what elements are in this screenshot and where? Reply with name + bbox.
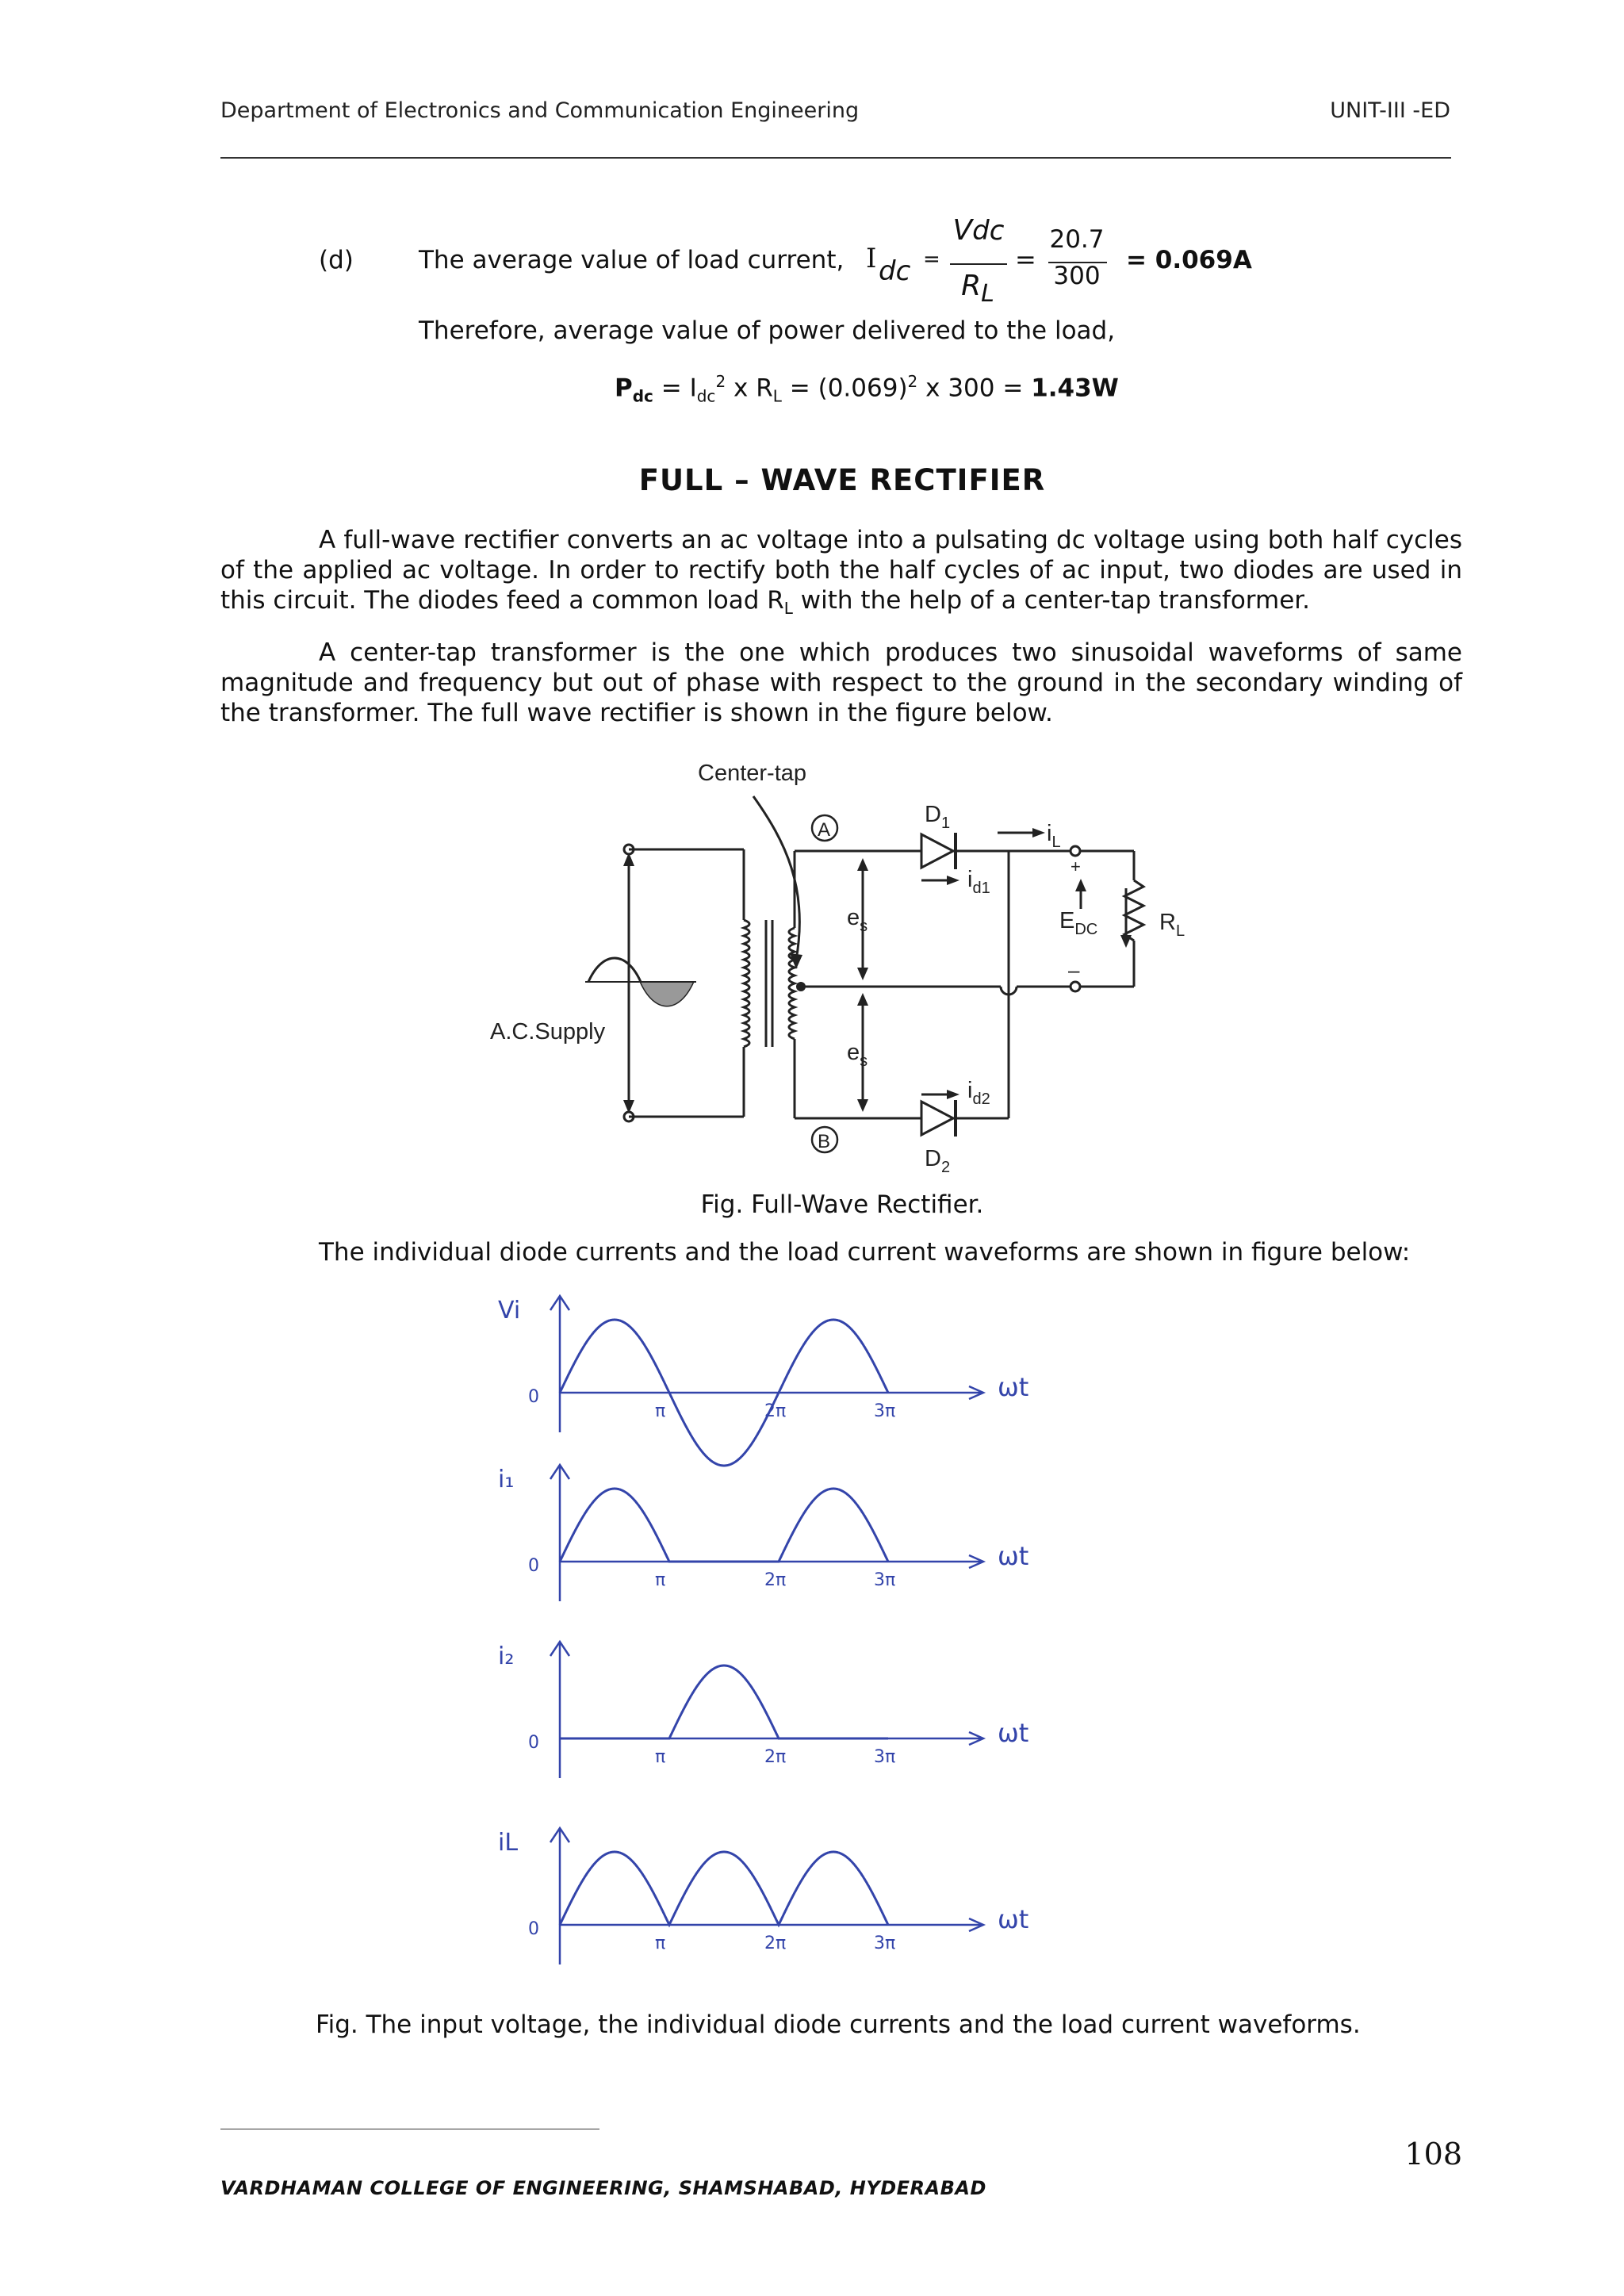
frac2-den: 300	[1053, 262, 1101, 290]
calc-d-text: The average value of load current,	[419, 246, 845, 274]
label-ac-supply: A.C.Supply	[490, 1019, 606, 1045]
waveform-1-tick-3: 3π	[874, 1401, 896, 1421]
label-id2: $i_{d2}$	[967, 1078, 990, 1108]
waveforms-figure	[476, 1285, 1047, 1999]
waveform-4-tick-3: 3π	[874, 1934, 896, 1953]
paragraph-1: A full-wave rectifier converts an ac voltage into a pulsating dc voltage using both half cycles of the applied ac voltage. In order to rectify both the half cycles of ac input, two diodes are used in this circuit. The diodes feed a common load $R_L$ with the help of a center-tap transformer.	[220, 526, 1462, 619]
waveform-intro: The individual diode currents and the load current waveforms are shown in figure below:	[319, 1238, 1411, 1267]
fig2-caption: Fig. The input voltage, the individual diode currents and the load current waveforms.	[316, 2010, 1361, 2039]
waveform-3-tick-3: 3π	[874, 1747, 896, 1767]
waveform-3-ylabel: i₂	[498, 1642, 515, 1670]
calc-d-result: = 0.069A	[1126, 246, 1252, 274]
waveform-3-signal	[560, 1665, 888, 1738]
waveform-2-ylabel: i₁	[498, 1466, 515, 1493]
waveform-1-origin: 0	[528, 1387, 539, 1407]
label-edc: $E_{DC}$	[1059, 908, 1098, 938]
frac2-num: 20.7	[1049, 225, 1105, 254]
header-rule	[220, 157, 1451, 159]
frac1-den: $R_L$	[961, 270, 994, 309]
waveform-2-xlabel: ωt	[998, 1541, 1029, 1571]
label-il: $i_L$	[1047, 821, 1061, 851]
power-equation: $P_{dc} = I_{dc}^2$ x $R_L = (0.069)^2$ x 300 = 1.43W	[615, 372, 1119, 406]
label-d2: $D_2$	[925, 1146, 951, 1174]
waveform-3-tick-2: 2π	[764, 1747, 787, 1767]
label-id1: $i_{d1}$	[967, 867, 990, 897]
paragraph-2: A center-tap transformer is the one which produces two sinusoidal waveforms of same magnitude and frequency but out of phase with respect to the ground in the secondary winding of the transformer. The full wave rectifier is shown in the figure below.	[220, 638, 1462, 727]
waveform-4-ylabel: iL	[498, 1829, 519, 1857]
waveform-1-tick-1: π	[655, 1401, 666, 1421]
fig1-caption: Fig. Full-Wave Rectifier.	[700, 1190, 984, 1219]
waveform-2-signal	[560, 1489, 888, 1562]
page-number: 108	[1404, 2137, 1462, 2171]
frac1-line	[950, 263, 1007, 265]
waveform-1-tick-2: 2π	[764, 1401, 787, 1421]
calc-d-eq: =	[923, 247, 940, 271]
label-minus: –	[1068, 958, 1080, 982]
footer-college: VARDHAMAN COLLEGE OF ENGINEERING, SHAMSHABAD, HYDERABAD	[220, 2177, 986, 2199]
waveform-4-origin: 0	[528, 1919, 539, 1939]
calc-d-label: (d)	[319, 246, 354, 274]
waveform-4-xlabel: ωt	[998, 1904, 1029, 1934]
label-es-top: $e_s$	[847, 905, 868, 935]
frac1-num: Vdc	[952, 214, 1005, 247]
calc-d-I-sub: dc	[879, 255, 911, 287]
waveform-3-tick-1: π	[655, 1747, 666, 1767]
label-node-b: B	[818, 1131, 831, 1152]
calc-d-eq2: =	[1015, 244, 1036, 274]
waveform-2-origin: 0	[528, 1556, 539, 1576]
label-es-bottom: $e_s$	[847, 1040, 868, 1070]
waveform-1-ylabel: Vi	[498, 1297, 521, 1324]
calc-d-I: I	[866, 243, 877, 274]
label-center-tap: Center-tap	[698, 761, 807, 786]
waveform-2-tick-1: π	[655, 1570, 666, 1590]
waveform-2-tick-3: 3π	[874, 1570, 896, 1590]
header-department: Department of Electronics and Communication Engineering	[220, 98, 860, 123]
waveform-4-tick-1: π	[655, 1934, 666, 1953]
label-d1: $D_1$	[925, 802, 951, 832]
label-plus: +	[1071, 857, 1081, 876]
waveform-3-xlabel: ωt	[998, 1718, 1029, 1748]
waveform-3-origin: 0	[528, 1733, 539, 1753]
waveform-2-tick-2: 2π	[764, 1570, 787, 1590]
power-intro: Therefore, average value of power delivered to the load,	[419, 316, 1116, 345]
header-unit: UNIT-III -ED	[1330, 98, 1450, 123]
label-rl: $R_L$	[1159, 910, 1185, 940]
label-node-a: A	[818, 819, 831, 841]
section-title: FULL – WAVE RECTIFIER	[638, 463, 1046, 497]
waveform-1-xlabel: ωt	[998, 1372, 1029, 1402]
waveform-4-signal	[560, 1852, 888, 1925]
full-wave-rectifier-circuit	[468, 746, 1197, 1174]
waveform-4-tick-2: 2π	[764, 1934, 787, 1953]
